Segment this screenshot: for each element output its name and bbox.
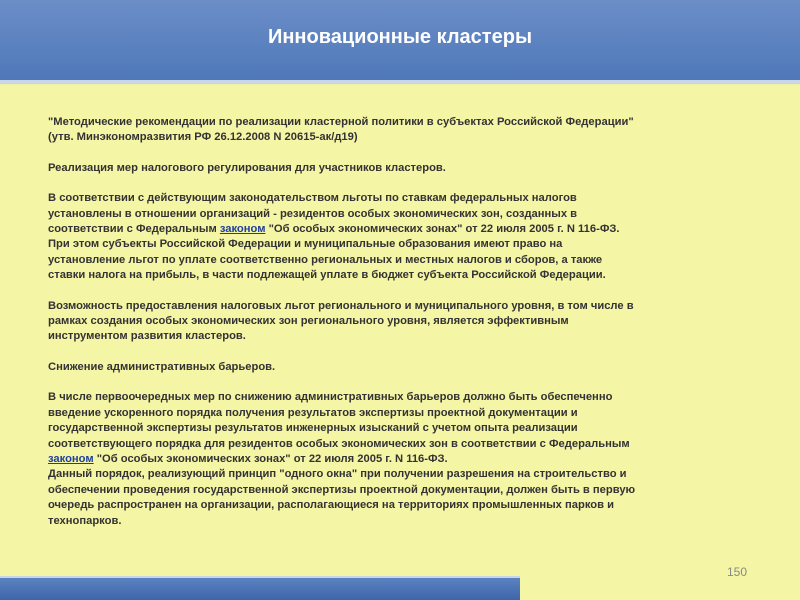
paragraph-tax-measures: Реализация мер налогового регулирования для участников кластеров. [48, 161, 446, 174]
text-segment: В числе первоочередных мер по снижению административных барьеров должно быть обеспеченно введение ускоренного порядка получения результатов экспертизы проектной документации и государственной экспертизы результатов инженерных изысканий с учетом опыта реализации соответствующего порядка для резидентов особых экономических зон в соответствии с Федеральным [48, 391, 630, 450]
text-segment: "Об особых экономических зонах" от 22 июля 2005 г. N 116-ФЗ. При этом субъекты Российской Федерации и муниципальные образования имеют право на установление льгот по уплате соответственно региональных и местных налогов и сборов, а также ставки налога на прибыль, в части подлежащей уплате в бюджет субъекта Российской Федерации. [48, 223, 620, 282]
text-segment: "Об особых экономических зонах" от 22 июля 2005 г. N 116-ФЗ. Данный порядок, реализующий принцип "одного окна" при получении разрешения на строительство и обеспечении проведения государственной экспертизы проектной документации, должен быть в первую очередь распространен на организации, располагающиеся на территориях промышленных парков и технопарков. [48, 452, 636, 527]
slide-body [48, 115, 758, 529]
paragraph-admin-barriers: Снижение административных барьеров. [48, 360, 276, 373]
text-segment: В соответствии с действующим законодательством льготы по ставкам федеральных налогов установлены в отношении организаций - резидентов особых экономических зон, созданных в соответствии с Федеральным [48, 192, 578, 236]
paragraph-priority-measures [48, 390, 758, 529]
footer-bar [0, 578, 520, 600]
law-link[interactable]: законом [219, 223, 266, 236]
slide-title: Инновационные кластеры [267, 26, 533, 48]
paragraph-regional-benefits: Возможность предоставления налоговых льгот регионального и муниципального уровня, в том числе в рамках создания особых экономических зон регионального уровня, является эффективным инструментом развития кластеров. [48, 299, 634, 343]
paragraph-recommendations: "Методические рекомендации по реализации кластерной политики в субъектах Российской Федерации" (утв. Минэкономразвития РФ 26.12.2008 N 20615-ак/д19) [48, 116, 634, 144]
page-number: 150 [727, 565, 748, 579]
header-divider [0, 80, 800, 84]
paragraph-tax-benefits [48, 191, 758, 283]
law-link[interactable]: законом [48, 452, 94, 465]
